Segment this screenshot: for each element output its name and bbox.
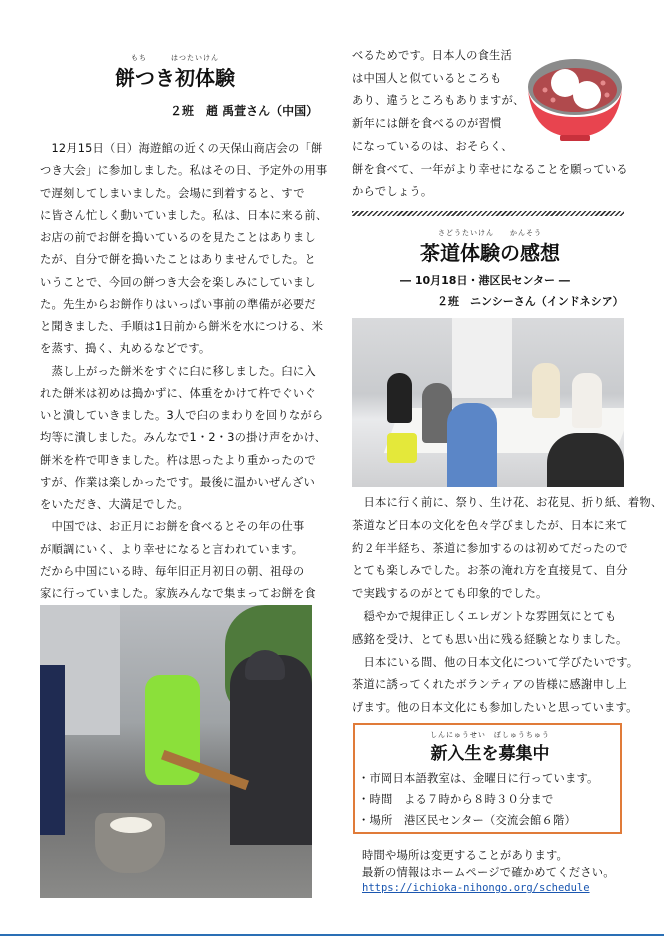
text-line: つき大会」に参加しました。私はその日、予定外の用事 — [40, 164, 328, 178]
text-line: 茶道に誘ってくれたボランティアの皆様に感謝申し上 — [352, 678, 628, 692]
text-line: 中国では、お正月にお餅を食べるとその年の仕事 — [40, 520, 305, 534]
tea-ceremony-photo — [352, 318, 624, 487]
recruit-title-ruby: しんにゅうせい ぼしゅうちゅう — [430, 731, 550, 739]
text-line: と聞きました、手順は1日前から餅米を水につける、米 — [40, 320, 324, 333]
text-line: 新年には餅を食べるのが習慣 — [352, 117, 502, 131]
text-line: 約２年半経ち、茶道に参加するのは初めてだったので — [352, 541, 628, 555]
text-line: 餅米を杵で叩きました。杵は思ったより重かったので — [40, 453, 316, 467]
article2-subtitle: ― 10月18日・港区民センター ― — [400, 274, 570, 287]
text-line: お店の前でお餅を搗いているのを見たことはありまし — [40, 231, 316, 244]
text-line: だから中国にいる時、毎年旧正月初日の朝、祖母の — [40, 564, 305, 578]
text-line: を蒸す、搗く、丸めるなどです。 — [40, 342, 211, 356]
article2-title: 茶道体験の感想 — [420, 241, 560, 265]
text-line: ・場所 港区民センター（交流会館６階） — [358, 814, 576, 827]
text-line: ・時間 よる７時から８時３０分まで — [358, 793, 554, 806]
article1-author: ２班 趙 禹萱さん（中国） — [170, 104, 319, 118]
article1-body — [40, 140, 328, 600]
mochitsuki-photo — [40, 605, 312, 898]
article1-title: 餅つき初体験 — [115, 66, 235, 90]
text-line: 12月15日（日）海遊館の近くの天保山商店会の「餅 — [40, 142, 323, 155]
text-line: 最新の情報はホームページで確かめてください。 — [362, 866, 615, 879]
recruit-title: 新入生を募集中 — [430, 744, 550, 764]
article1-title-ruby: もち はつたいけん — [131, 54, 219, 62]
text-line: 日本にいる間、他の日本文化について学びたいです。 — [352, 655, 639, 669]
text-line: たが、自分で餅を搗いたことはありませんでした。と — [40, 253, 316, 267]
text-line: になっているのは、おそらく、 — [352, 139, 513, 153]
schedule-link[interactable]: https://ichioka-nihongo.org/schedule — [362, 882, 590, 894]
text-line: ・市岡日本語教室は、金曜日に行っています。 — [358, 772, 599, 785]
text-line: 蒸し上がった餅米をすぐに臼に移しました。臼に入 — [40, 364, 316, 378]
text-line: 餅を食べて、一年がより幸せになることを願っている — [352, 162, 628, 176]
zenzai-bowl-illustration — [525, 45, 625, 145]
text-line: 家に行っていました。家族みんなで集まってお餅を食 — [40, 587, 316, 600]
text-line: で実践するのがとても印象的でした。 — [352, 587, 548, 601]
text-line: いと潰していきました。3人で臼のまわりを回りながら — [40, 409, 324, 422]
text-line: とても楽しみでした。お茶の淹れ方を直接見て、自分 — [352, 564, 628, 578]
text-line: に皆さん忙しく動いていました。私は、日本に来る前、 — [40, 208, 328, 222]
text-line: は中国人と似ているところも — [352, 71, 502, 85]
recruit-items — [358, 770, 620, 832]
text-line: 穏やかで規律正しくエレガントな雰囲気にとても — [352, 610, 617, 623]
text-line: 茶道など日本の文化を色々学びましたが、日本に来て — [352, 518, 628, 532]
recruitment-box — [353, 723, 622, 834]
text-line: をいただき、大満足でした。 — [40, 498, 190, 511]
text-line: からでしょう。 — [352, 185, 433, 199]
text-line: れた餅米は初めは搗かずに、体重をかけて杵でぐいぐ — [40, 386, 316, 400]
article2-author: ２班 ニンシーさん（インドネシア） — [437, 295, 624, 308]
text-line: 均等に潰しました。みんなで1・2・3の掛け声をかけ、 — [40, 431, 327, 445]
text-line: べるためです。日本人の食生活 — [352, 49, 513, 62]
page-bottom-rule — [0, 934, 664, 936]
schedule-notes — [362, 847, 632, 881]
text-line: で遅刻してしまいました。会場に到着すると、すで — [40, 186, 305, 200]
text-line: 感銘を受け、とても思い出に残る経験となりました。 — [352, 632, 628, 646]
text-line: げます。他の日本文化にも参加したいと思っています。 — [352, 701, 638, 715]
text-line: すが、作業は楽しかったです。最後に温かいぜんざい — [40, 475, 316, 489]
section-divider — [352, 211, 624, 216]
text-line: あり、違うところもありますが、 — [352, 94, 525, 108]
text-line: いうことで、今回の餅つき大会を楽しみにしていまし — [40, 275, 316, 289]
text-line: 日本に行く前に、祭り、生け花、お花見、折り紙、着物、 — [352, 496, 663, 509]
text-line: が順調にいく、より幸せになると言われています。 — [40, 542, 304, 556]
article2-title-ruby: さどうたいけん かんそう — [438, 229, 542, 237]
text-line: た。先生からお餅作りはいっぱい事前の準備が必要だ — [40, 297, 316, 311]
article2-body — [352, 494, 663, 715]
text-line: 時間や場所は変更することがあります。 — [362, 849, 569, 862]
